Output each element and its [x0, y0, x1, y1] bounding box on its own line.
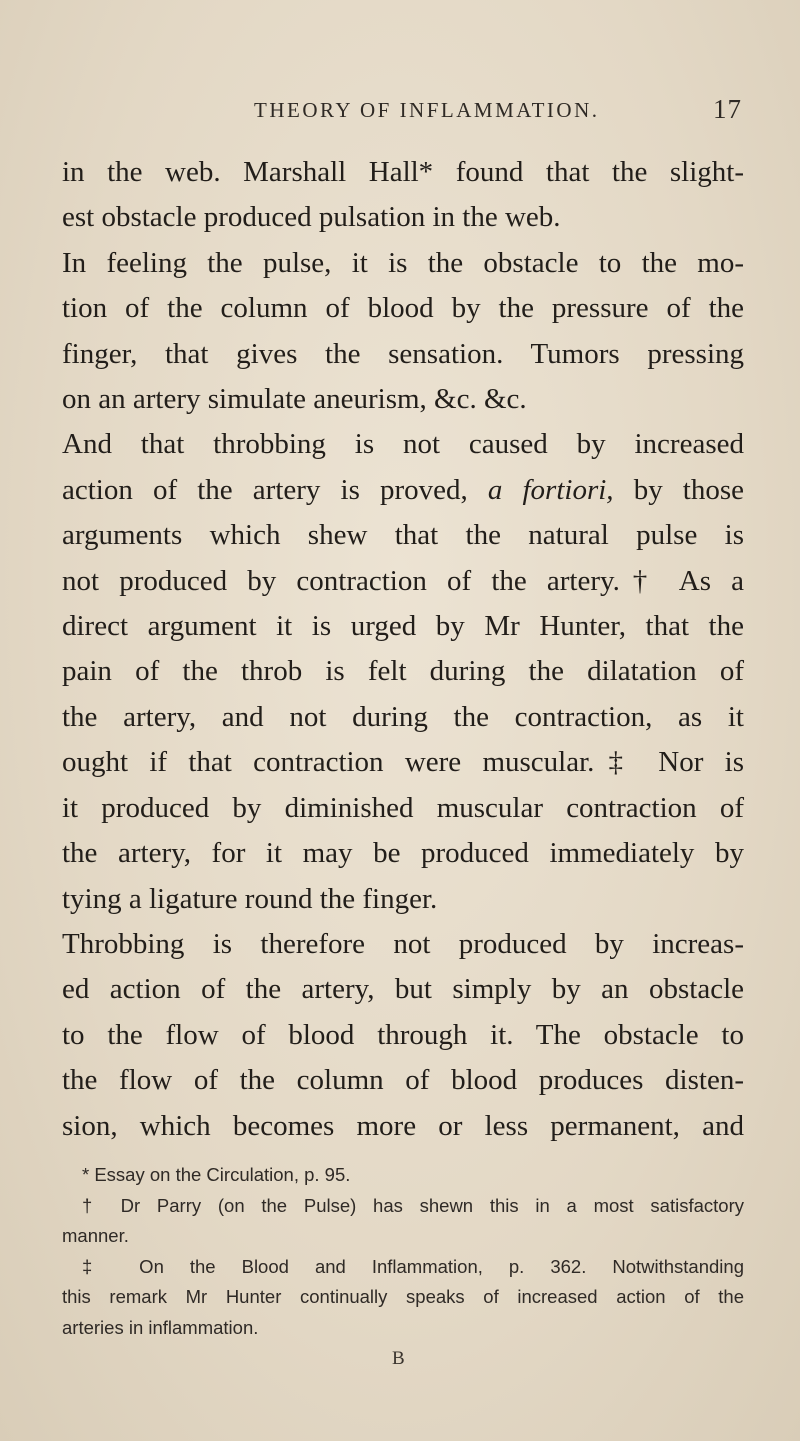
text-line: it produced by diminished muscular contraction of — [62, 791, 744, 824]
running-head — [254, 94, 742, 130]
text-line: ought if that contraction were muscular.‡ Nor is — [62, 746, 744, 779]
footnote-3-end: arteries in inflammation. — [62, 1316, 259, 1338]
text-line: tion of the column of blood by the pressure of the — [62, 292, 744, 325]
text-line: direct argument it is urged by Mr Hunter, that the — [62, 610, 744, 643]
footnote-2-cont: manner. — [62, 1225, 129, 1246]
text-line: sion, which becomes more or less permanent, and — [62, 1109, 744, 1142]
text-span: by those — [633, 473, 745, 506]
running-title: THEORY OF INFLAMMATION. — [254, 98, 600, 122]
text-line: And that throbbing is not caused by increased — [62, 428, 744, 461]
text-line: In feeling the pulse, it is the obstacle to the mo- — [62, 246, 744, 279]
text-line: on an artery simulate aneurism, &c. &c. — [62, 383, 527, 416]
page-number: 17 — [713, 94, 742, 124]
text-line: in the web. Marshall Hall* found that the slight- — [62, 156, 744, 188]
text-line: Throbbing is therefore not produced by increas- — [62, 927, 744, 960]
italic-phrase: a fortiori, — [487, 473, 614, 506]
footnote-1: * Essay on the Circulation, p. 95. — [82, 1164, 351, 1185]
text-line: to the flow of blood through it. The obstacle to — [62, 1018, 744, 1051]
text-line: pain of the throb is felt during the dilatation of — [62, 655, 744, 688]
footnote-3-cont: this remark Mr Hunter continually speaks of increased action of the — [62, 1286, 744, 1307]
text-line: the flow of the column of blood produces disten- — [62, 1064, 744, 1097]
text-line: arguments which shew that the natural pulse is — [62, 519, 744, 552]
text-line: est obstacle produced pulsation in the web. — [62, 201, 561, 234]
footnote-3: ‡ On the Blood and Inflammation, p. 362. Notwithstanding — [82, 1255, 744, 1277]
text-line: the artery, for it may be produced immediately by — [62, 837, 744, 870]
text-line: ed action of the artery, but simply by an obstacle — [62, 973, 744, 1006]
text-line: finger, that gives the sensation. Tumors pressing — [62, 337, 744, 370]
text-span: action of the artery is proved, — [62, 473, 468, 506]
text-line: not produced by contraction of the artery.† As a — [62, 564, 744, 597]
footnotes — [62, 1160, 744, 1343]
text-line: tying a ligature round the finger. — [62, 882, 438, 915]
text-line: the artery, and not during the contraction, as it — [62, 700, 744, 733]
main-text — [62, 150, 744, 1149]
signature-mark: B — [392, 1348, 405, 1369]
text-line-italic — [62, 468, 744, 513]
footnote-2: † Dr Parry (on the Pulse) has shewn this in a most satisfactory — [82, 1194, 744, 1216]
